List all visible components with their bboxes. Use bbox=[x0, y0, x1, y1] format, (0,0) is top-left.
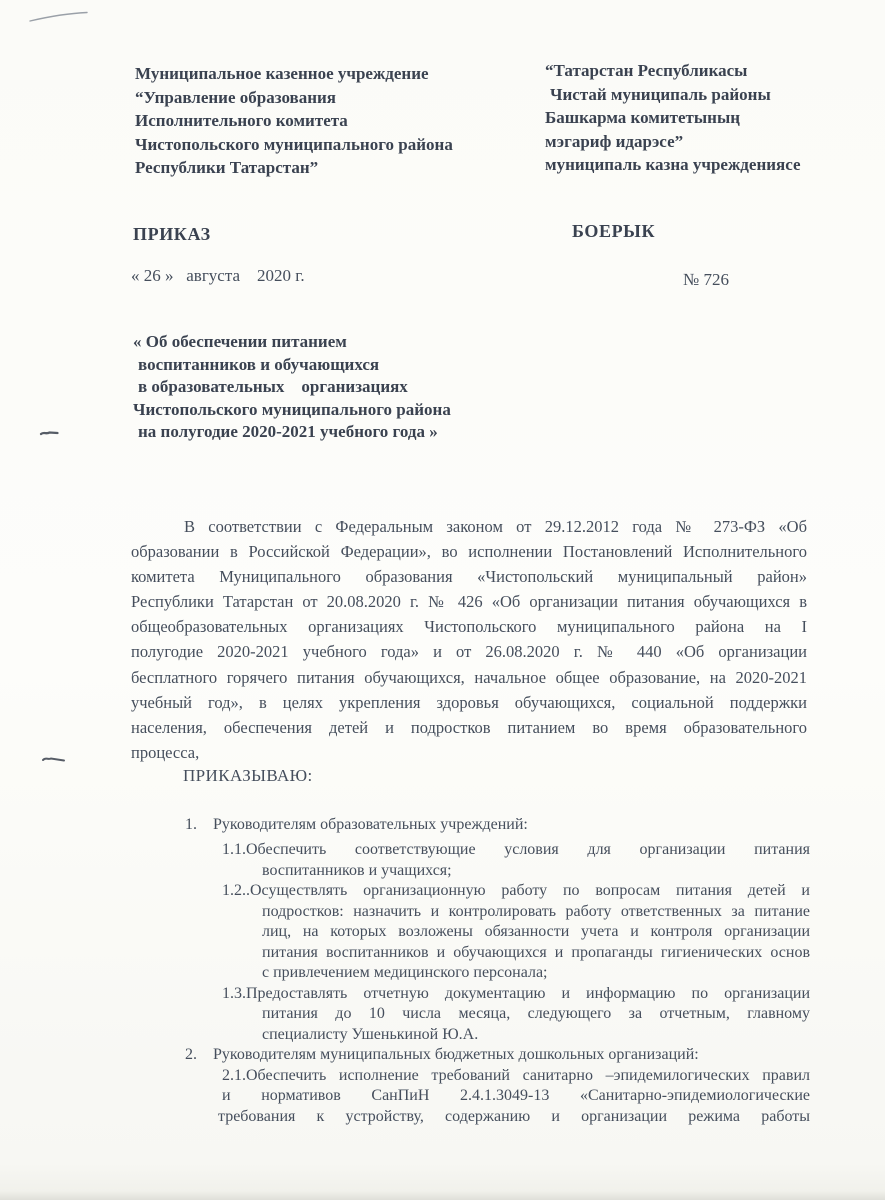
list-item-2 bbox=[185, 1046, 810, 1067]
paragraph-line: процесса, bbox=[131, 742, 200, 762]
list-line: лиц, на которых возложены обязанности учета и контроля организации bbox=[262, 923, 810, 940]
order-items-list bbox=[185, 816, 810, 1128]
paragraph-line: бесплатного горячего питания обучающихся, начальное общее образование, на 2020-2021 bbox=[131, 667, 807, 687]
order-subject bbox=[133, 331, 623, 444]
list-item-title: Руководителям муниципальных бюджетных дошкольных организаций: bbox=[213, 1046, 699, 1063]
list-line: питания воспитанников и обучающихся и пропаганды гигиенических основ bbox=[262, 943, 810, 961]
header-line: Чистопольского муниципального района bbox=[135, 134, 453, 154]
paragraph-line: учебный год», в целях укрепления здоровья обучающихся, социальной поддержки bbox=[131, 692, 807, 712]
header-line: Муниципальное казенное учреждение bbox=[135, 64, 429, 83]
list-line: воспитанников и учащихся; bbox=[262, 861, 452, 879]
paragraph-line: населения, обеспечения детей и подростков питанием во время образовательного bbox=[131, 717, 807, 737]
header-line: Исполнительного комитета bbox=[135, 111, 348, 130]
subject-line: воспитанников и обучающихся bbox=[138, 354, 380, 374]
resolve-word: ПРИКАЗЫВАЮ: bbox=[183, 766, 313, 785]
header-org-tatar bbox=[545, 59, 880, 177]
header-org-russian bbox=[135, 62, 555, 180]
scan-bottom-shadow bbox=[0, 1191, 885, 1200]
order-word-tatar: БОЕРЫК bbox=[572, 221, 656, 241]
order-word-russian: ПРИКАЗ bbox=[133, 224, 211, 244]
list-line: 1.1.Обеспечить соответствующие условия для организации питания bbox=[222, 841, 810, 858]
subject-line: на полугодие 2020-2021 учебного года » bbox=[138, 422, 438, 441]
list-line: специалисту Ушенькиной Ю.А. bbox=[262, 1025, 479, 1043]
header-line: муниципаль казна учреждениясе bbox=[545, 155, 801, 174]
header-line: “Управление образования bbox=[135, 87, 336, 107]
list-item-title: Руководителям образовательных учреждений: bbox=[213, 816, 528, 833]
list-item-number: 2. bbox=[185, 1046, 197, 1063]
pen-mark-left-margin-1 bbox=[41, 433, 58, 435]
paragraph-line: В соответствии с Федеральным законом от 29.12.2012 года № 273-ФЗ «Об bbox=[184, 517, 807, 536]
header-line: Чистай муниципаль районы bbox=[550, 84, 771, 104]
list-line: питания до 10 числа месяца, следующего за отчетным, главному bbox=[262, 1005, 810, 1022]
list-line: с привлечением медицинского персонала; bbox=[262, 964, 548, 981]
list-line: 2.1.Обеспечить исполнение требований санитарно –эпидемилогических правил bbox=[222, 1066, 810, 1084]
list-item-number: 1. bbox=[185, 816, 197, 833]
subject-line: Чистопольского муниципального района bbox=[133, 399, 451, 419]
paragraph-line: полугодие 2020-2021 учебного года» и от 26.08.2020 г. № 440 «Об организации bbox=[131, 642, 807, 662]
subject-line: в образовательных организациях bbox=[138, 377, 408, 396]
order-number: № 726 bbox=[683, 270, 729, 289]
header-line: Башкарма комитетының bbox=[545, 108, 741, 127]
list-line: подростков: назначить и контролировать работу ответственных за питание bbox=[262, 902, 810, 920]
list-line: и нормативов СанПиН 2.4.1.3049-13 «Санитарно-эпидемиологические bbox=[222, 1087, 810, 1104]
header-line: мэгариф идарэсе” bbox=[545, 131, 684, 151]
pen-mark-left-margin-2 bbox=[43, 759, 64, 761]
list-line: 1.3.Предоставлять отчетную документацию и информацию по организации bbox=[222, 984, 810, 1002]
pen-stroke-top-left bbox=[30, 13, 87, 22]
paragraph-line: комитета Муниципального образования «Чистопольский муниципальный район» bbox=[131, 567, 807, 587]
header-line: Республики Татарстан” bbox=[135, 158, 319, 177]
paragraph-line: Республики Татарстан от 20.08.2020 г. № 426 «Об организации питания обучающихся в bbox=[131, 592, 807, 612]
order-date: « 26 » августа 2020 г. bbox=[131, 266, 305, 285]
intro-paragraph bbox=[131, 517, 807, 768]
paragraph-line: общеобразовательных организациях Чистопольского муниципального района на I bbox=[131, 617, 807, 637]
paragraph-line: образовании в Российской Федерации», во исполнении Постановлений Исполнительного bbox=[131, 542, 807, 562]
list-line: 1.2..Осуществлять организационную работу по вопросам питания детей и bbox=[222, 882, 810, 899]
list-line: требования к устройству, содержанию и организации режима работы bbox=[218, 1107, 810, 1125]
subject-line: « Об обеспечении питанием bbox=[133, 332, 347, 351]
header-line: “Татарстан Республикасы bbox=[545, 61, 748, 80]
list-item-1 bbox=[185, 816, 810, 837]
